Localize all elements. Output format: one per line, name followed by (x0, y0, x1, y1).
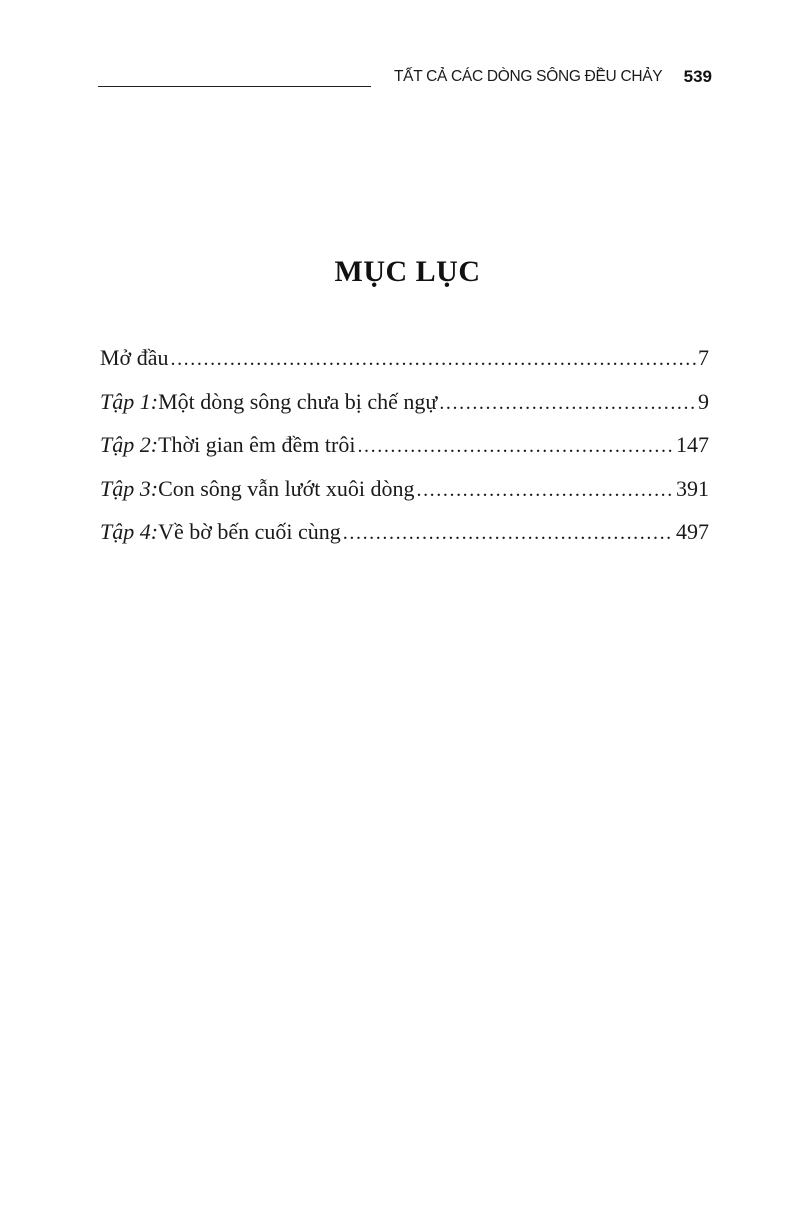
toc-entry-part: Tập 2: (100, 432, 159, 457)
running-head-title: TẤT CẢ CÁC DÒNG SÔNG ĐỀU CHẢY (394, 68, 663, 85)
toc-entry-part: Tập 1: (100, 388, 159, 414)
toc-entry-title: Một dòng sông chưa bị chế ngự (158, 388, 438, 414)
toc-entry-title: Thời gian êm đềm trôi (158, 432, 356, 457)
toc-entry-volume-3[interactable] (100, 467, 709, 511)
toc-entry-page: 9 (698, 388, 709, 414)
toc-title: MỤC LỤC (334, 255, 481, 288)
toc-entry-title: Về bờ bến cuối cùng (158, 519, 341, 544)
dot-leader (416, 469, 674, 513)
header-rule (98, 86, 371, 87)
toc-entry-part: Tập 3: (100, 475, 159, 501)
page-number: 539 (683, 67, 712, 86)
table-of-contents (100, 336, 709, 554)
toc-entry-page: 391 (676, 475, 709, 501)
toc-entry-title: Mở đầu (100, 345, 169, 370)
dot-leader (343, 512, 674, 556)
toc-entry-volume-4[interactable] (100, 510, 709, 554)
dot-leader (170, 338, 696, 382)
toc-entry-volume-2[interactable] (100, 423, 709, 467)
toc-entry-volume-1[interactable] (100, 380, 709, 424)
toc-entry-page: 7 (698, 345, 709, 370)
toc-entry-page: 147 (676, 432, 709, 457)
toc-entry-title: Con sông vẫn lướt xuôi dòng (158, 475, 415, 501)
dot-leader (439, 382, 696, 426)
dot-leader (357, 425, 674, 469)
toc-entry-part: Tập 4: (100, 519, 159, 544)
toc-entry-intro[interactable] (100, 336, 709, 380)
toc-entry-page: 497 (676, 519, 709, 544)
